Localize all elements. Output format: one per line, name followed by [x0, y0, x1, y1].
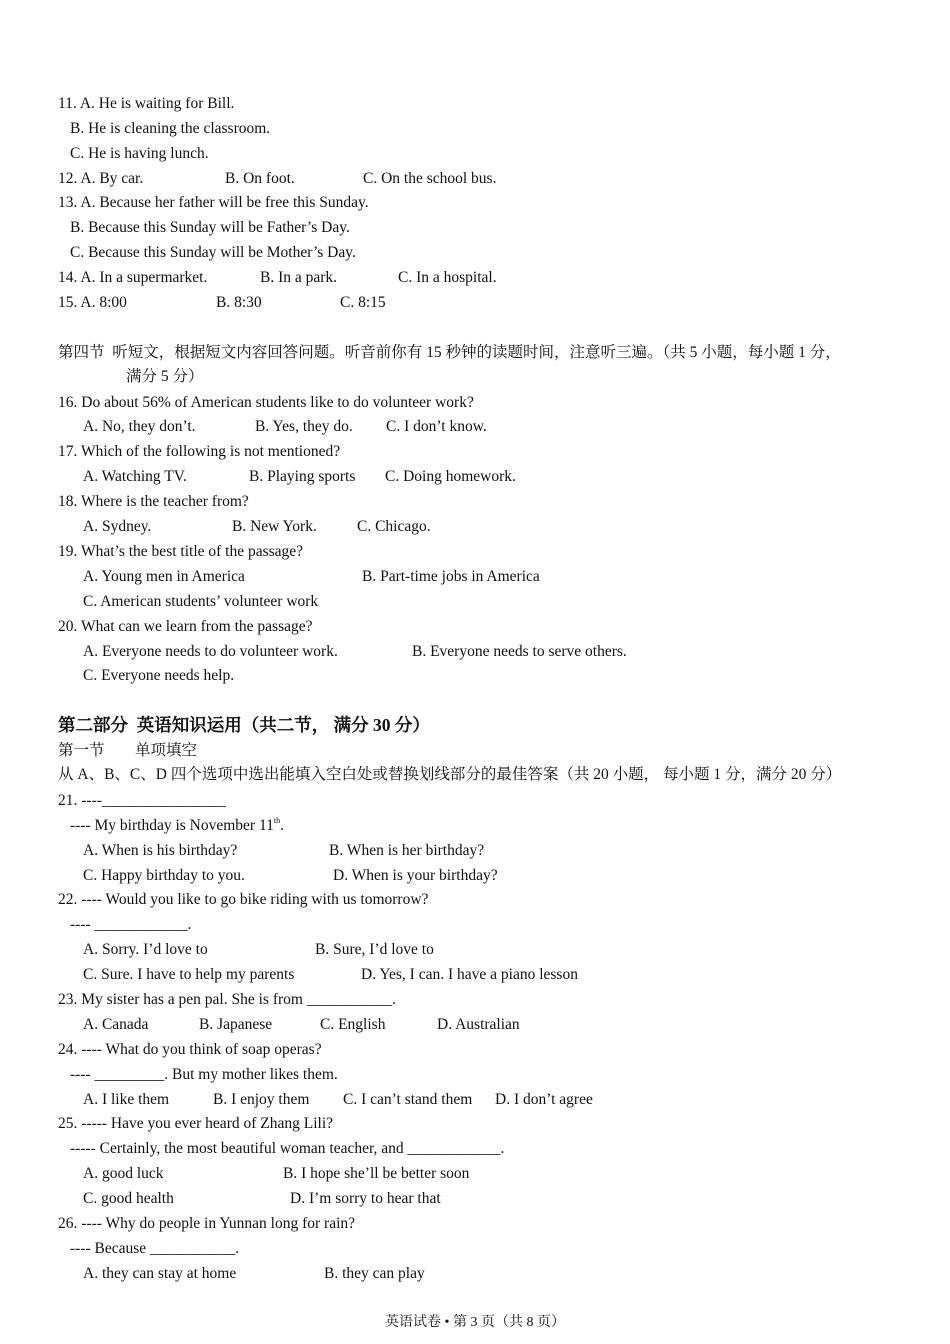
q17-option-c: C. Doing homework. — [385, 468, 516, 485]
q16-stem: 16. Do about 56% of American students like to do volunteer work? — [58, 394, 474, 411]
q21-reply-end: . — [280, 817, 285, 834]
part2-section1-name: 单项填空 — [135, 742, 198, 759]
q17-option-b: B. Playing sports — [249, 468, 356, 485]
page-footer: 英语试卷 • 第 3 页（共 8 页） — [385, 1315, 565, 1330]
q19-option-a: A. Young men in America — [83, 568, 245, 585]
q23-option-a: A. Canada — [83, 1016, 149, 1033]
q23-stem: 23. My sister has a pen pal. She is from ___________. — [58, 991, 396, 1008]
q19-stem: 19. What’s the best title of the passage? — [58, 543, 304, 560]
q24-option-a: A. I like them — [83, 1091, 170, 1108]
part2-title: 第二部分 英语知识运用（共二节， 满分 30 分） — [58, 715, 430, 735]
q20-stem: 20. What can we learn from the passage? — [58, 618, 313, 635]
q21-option-d: D. When is your birthday? — [333, 867, 498, 884]
q24-option-b: B. I enjoy them — [213, 1091, 310, 1108]
q20-option-a: A. Everyone needs to do volunteer work. — [83, 643, 338, 660]
q20-option-c: C. Everyone needs help. — [83, 667, 235, 684]
q26-option-a: A. they can stay at home — [83, 1265, 237, 1282]
q12-option-b: B. On foot. — [225, 170, 295, 187]
q22-option-a: A. Sorry. I’d love to — [83, 941, 208, 958]
q21-reply-text: ---- My birthday is November 11 — [70, 817, 274, 834]
q15-option-c: C. 8:15 — [340, 294, 386, 311]
q16-option-c: C. I don’t know. — [386, 418, 487, 435]
q23-option-b: B. Japanese — [199, 1016, 273, 1033]
q21-option-b: B. When is her birthday? — [329, 842, 485, 859]
q20-option-b: B. Everyone needs to serve others. — [412, 643, 627, 660]
q11-option-c: C. He is having lunch. — [70, 145, 209, 162]
q25-stem: 25. ----- Have you ever heard of Zhang Lili? — [58, 1115, 334, 1132]
q24-option-c: C. I can’t stand them — [343, 1091, 473, 1108]
q25-reply: ----- Certainly, the most beautiful woman teacher, and ____________. — [70, 1140, 505, 1157]
q25-option-b: B. I hope she’ll be better soon — [283, 1165, 470, 1182]
q16-option-b: B. Yes, they do. — [255, 418, 353, 435]
q13-option-b: B. Because this Sunday will be Father’s Day. — [70, 219, 350, 236]
q22-stem: 22. ---- Would you like to go bike riding with us tomorrow? — [58, 891, 429, 908]
q18-option-c: C. Chicago. — [357, 518, 431, 535]
q14-option-a: 14. A. In a supermarket. — [58, 269, 208, 286]
q19-option-c: C. American students’ volunteer work — [83, 593, 319, 610]
q22-option-c: C. Sure. I have to help my parents — [83, 966, 295, 983]
q22-option-d: D. Yes, I can. I have a piano lesson — [361, 966, 578, 983]
q26-option-b: B. they can play — [324, 1265, 425, 1282]
q25-option-c: C. good health — [83, 1190, 174, 1207]
q13-option-a: 13. A. Because her father will be free this Sunday. — [58, 194, 369, 211]
q17-option-a: A. Watching TV. — [83, 468, 187, 485]
part2-section1-number: 第一节 — [58, 742, 105, 759]
q22-option-b: B. Sure, I’d love to — [315, 941, 434, 958]
q19-option-b: B. Part-time jobs in America — [362, 568, 540, 585]
section4-instruction: 第四节 听短文，根据短文内容回答问题。听音前你有 15 秒钟的读题时间，注意听三遍。（共 5 小题，每小题 1 分， — [58, 344, 841, 361]
q26-stem: 26. ---- Why do people in Yunnan long for rain? — [58, 1215, 356, 1232]
part2-instruction: 从 A、B、C、D 四个选项中选出能填入空白处或替换划线部分的最佳答案（共 20 小题， 每小题 1 分，满分 20 分） — [58, 766, 842, 783]
q14-option-b: B. In a park. — [260, 269, 338, 286]
q21-reply — [70, 816, 284, 836]
q25-option-a: A. good luck — [83, 1165, 164, 1182]
q11-option-b: B. He is cleaning the classroom. — [70, 120, 271, 137]
q24-option-d: D. I don’t agree — [495, 1091, 593, 1108]
q21-stem: 21. ----________________ — [58, 792, 226, 809]
q18-option-b: B. New York. — [232, 518, 317, 535]
q24-stem: 24. ---- What do you think of soap operas? — [58, 1041, 322, 1058]
q25-option-d: D. I’m sorry to hear that — [290, 1190, 441, 1207]
q23-option-c: C. English — [320, 1016, 386, 1033]
q13-option-c: C. Because this Sunday will be Mother’s Day. — [70, 244, 356, 261]
q17-stem: 17. Which of the following is not mentioned? — [58, 443, 341, 460]
q12-option-c: C. On the school bus. — [363, 170, 497, 187]
q24-reply: ---- _________. But my mother likes them. — [70, 1066, 338, 1083]
q21-option-c: C. Happy birthday to you. — [83, 867, 245, 884]
q23-option-d: D. Australian — [437, 1016, 520, 1033]
q18-stem: 18. Where is the teacher from? — [58, 493, 249, 510]
q26-reply: ---- Because ___________. — [70, 1240, 240, 1257]
q15-option-b: B. 8:30 — [216, 294, 262, 311]
q15-option-a: 15. A. 8:00 — [58, 294, 127, 311]
q22-reply: ---- ____________. — [70, 916, 192, 933]
q11-option-a: 11. A. He is waiting for Bill. — [58, 95, 235, 112]
q21-ordinal-suffix: th — [273, 816, 281, 825]
q18-option-a: A. Sydney. — [83, 518, 152, 535]
q14-option-c: C. In a hospital. — [398, 269, 497, 286]
q21-option-a: A. When is his birthday? — [83, 842, 238, 859]
q12-option-a: 12. A. By car. — [58, 170, 144, 187]
section4-instruction-cont: 满分 5 分） — [126, 368, 204, 385]
q16-option-a: A. No, they don’t. — [83, 418, 196, 435]
